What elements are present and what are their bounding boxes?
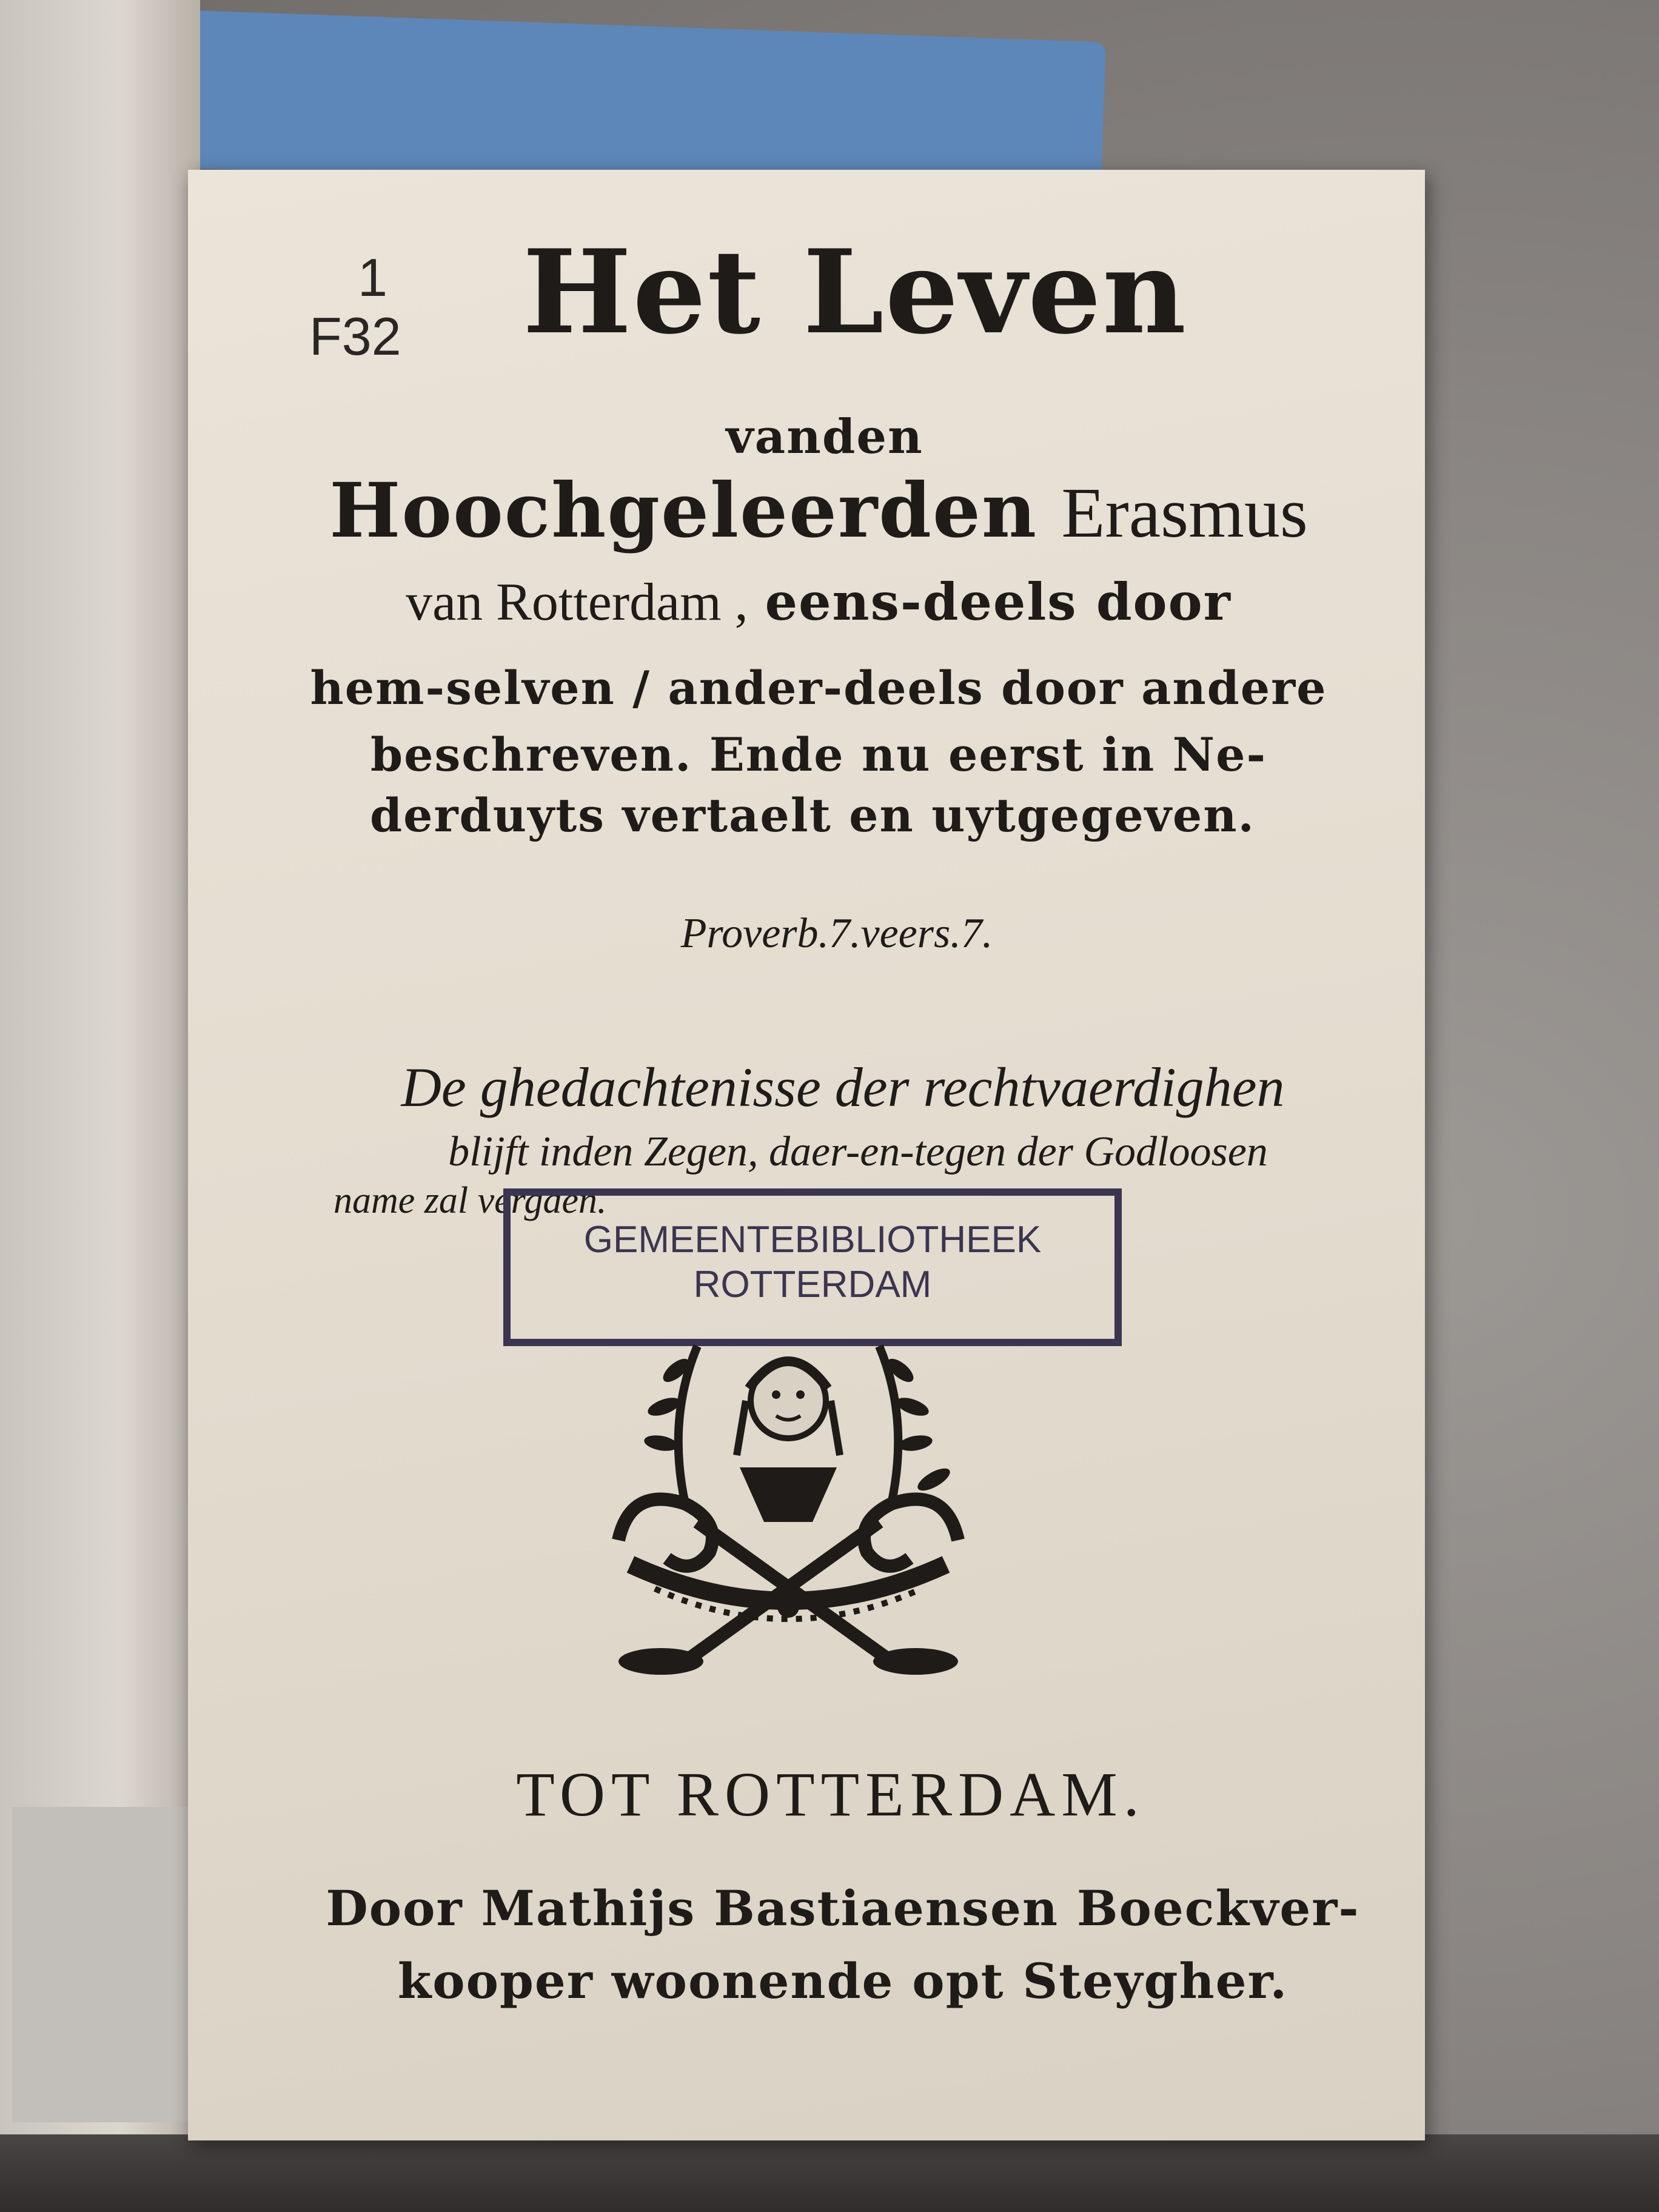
title-erasmus: Erasmus (1061, 473, 1308, 552)
stamp-line-1: GEMEENTEBIBLIOTHEEK (583, 1219, 1042, 1261)
title-page (188, 170, 1425, 2140)
motto-line-1: De ghedachtenisse der rechtvaerdighen (401, 1056, 1285, 1118)
shelfmark-line-1: 1 (358, 247, 387, 307)
stamp-line-2: ROTTERDAM (693, 1264, 932, 1306)
title-van-rotterdam: van Rotterdam , (406, 573, 748, 632)
imprint-place: TOT ROTTERDAM. (516, 1760, 1145, 1829)
title-line-4 (188, 570, 1425, 633)
imprint-line-1: Door Mathijs Bastiaensen Boeckver- (326, 1880, 1360, 1937)
title-main: Het Leven (522, 224, 1188, 360)
motto-line-3: name zal vergaen. (333, 1180, 607, 1221)
bottom-shadow (0, 2134, 1659, 2212)
title-vanden: vanden (726, 409, 923, 464)
title-line-6: beschreven. Ende nu eerst in Ne- (370, 728, 1267, 782)
printers-device-ornament (594, 1322, 982, 1686)
imprint-line-2: kooper woonende opt Steygher. (397, 1952, 1289, 2009)
title-hoochgeleerden: Hoochgeleerden (329, 467, 1037, 555)
shelfmark-line-2: F32 (309, 306, 401, 366)
motto-line-2: blijft inden Zegen, daer-en-tegen der Godloosen (448, 1128, 1268, 1175)
motto-reference: Proverb.7.veers.7. (680, 910, 993, 957)
title-line-3 (188, 467, 1425, 555)
redaction-patch (12, 1807, 200, 2122)
title-line-7: derduyts vertaelt en uytgegeven. (370, 788, 1255, 842)
title-line-5: hem-selven / ander-deels door andere (310, 661, 1327, 715)
title-eens-deels: eens-deels door (765, 572, 1232, 632)
